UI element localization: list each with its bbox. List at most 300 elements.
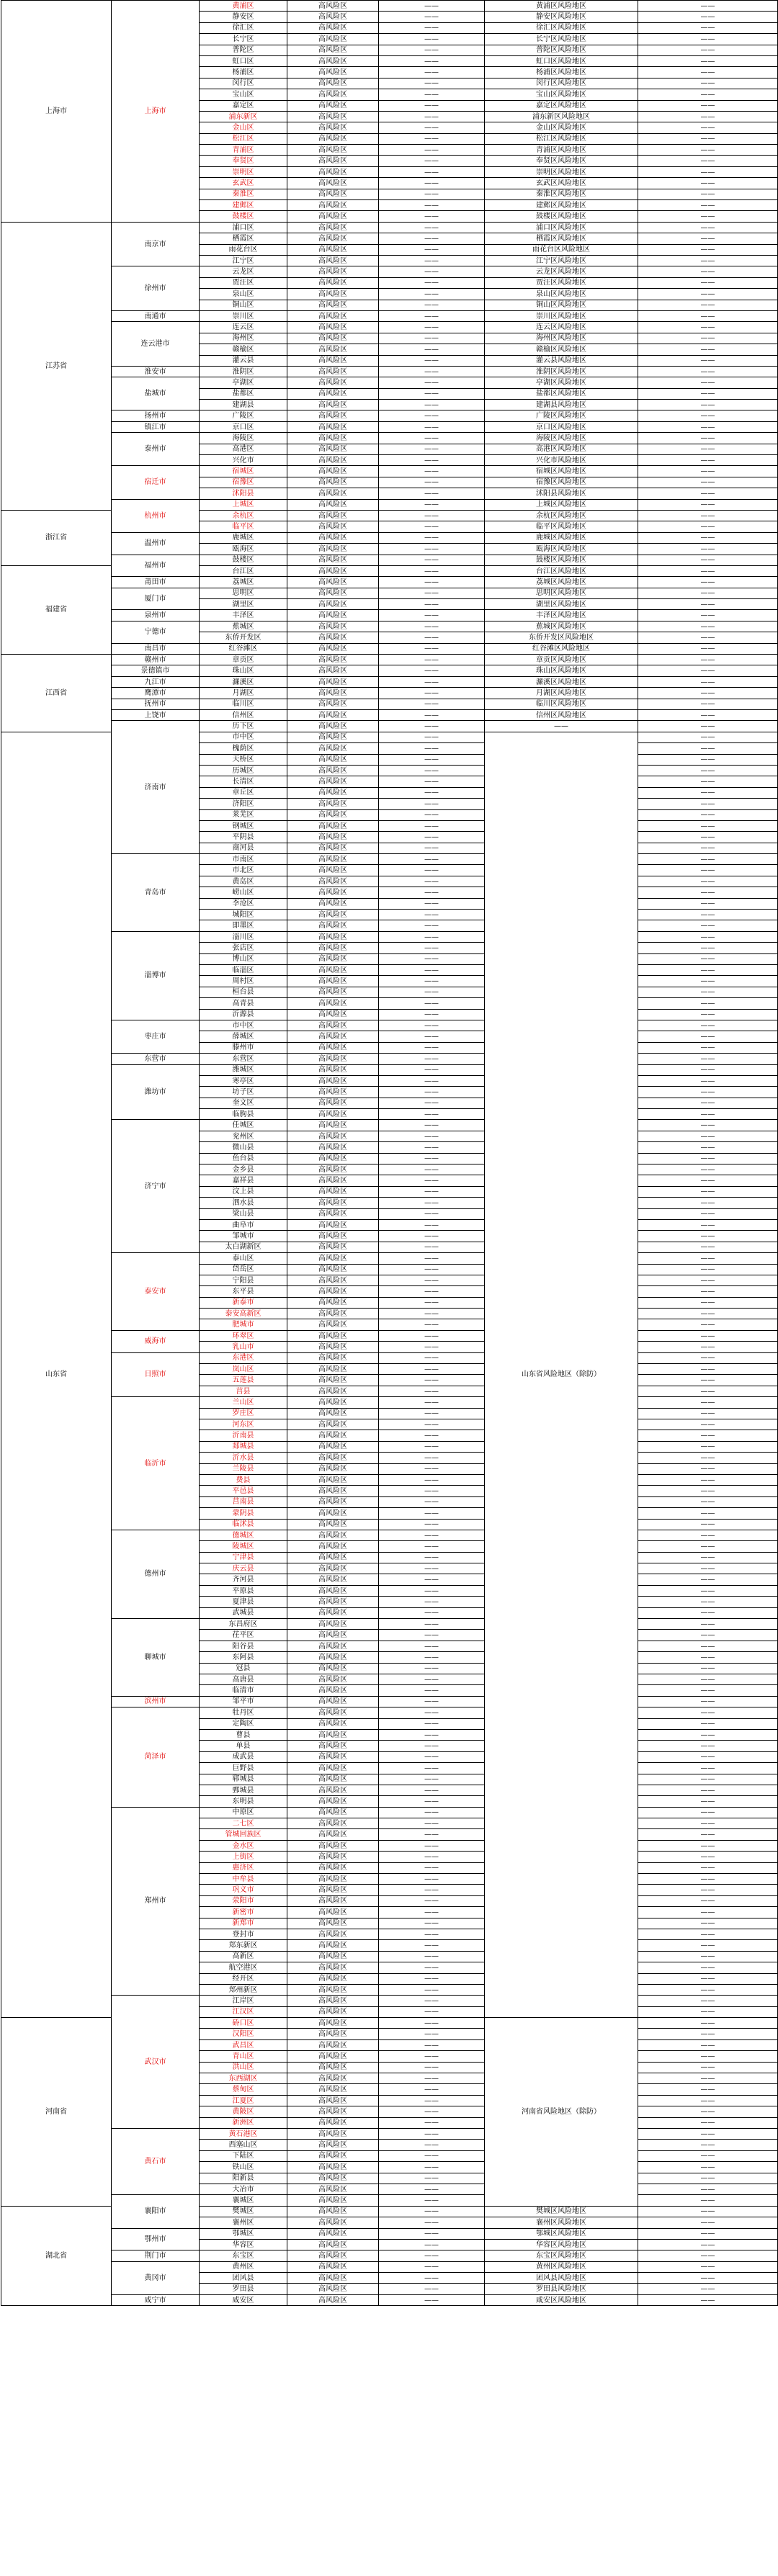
risk-level-cell: 高风险区 <box>287 166 379 177</box>
risk-area-cell: —— <box>638 366 778 377</box>
risk-area-cell: —— <box>638 1940 778 1951</box>
risk-area-cell: 海陵区风险地区 <box>485 433 638 444</box>
table-row <box>1 710 778 721</box>
risk-area-cell: —— <box>379 765 485 776</box>
district-cell: 鼓楼区 <box>200 555 287 565</box>
risk-level-cell: 高风险区 <box>287 2195 379 2206</box>
district-cell: 夏津县 <box>200 1597 287 1607</box>
district-cell: 高唐县 <box>200 1674 287 1684</box>
risk-level-cell: 高风险区 <box>287 1352 379 1363</box>
risk-area-cell: —— <box>379 621 485 632</box>
city-cell: 上饶市 <box>112 710 200 721</box>
risk-area-cell: —— <box>379 277 485 288</box>
risk-level-cell: 高风险区 <box>287 632 379 643</box>
risk-area-cell: —— <box>638 156 778 166</box>
risk-level-cell: 高风险区 <box>287 1441 379 1452</box>
risk-area-cell: —— <box>379 1075 485 1086</box>
risk-area-cell: 建邺区风险地区 <box>485 200 638 211</box>
risk-level-cell: 高风险区 <box>287 2250 379 2261</box>
risk-area-cell: —— <box>379 1973 485 1984</box>
district-cell: 荥阳市 <box>200 1895 287 1906</box>
city-cell: 武汉市 <box>112 1996 200 2129</box>
risk-area-cell: —— <box>379 699 485 709</box>
risk-level-cell: 高风险区 <box>287 133 379 144</box>
district-cell: 定陶区 <box>200 1718 287 1729</box>
risk-area-cell: 建湖县风险地区 <box>485 400 638 410</box>
risk-area-cell: 杨浦区风险地区 <box>485 67 638 78</box>
city-cell: 杭州市 <box>112 499 200 532</box>
risk-level-cell: 高风险区 <box>287 1796 379 1807</box>
risk-area-cell: —— <box>638 2129 778 2140</box>
district-cell: 寒亭区 <box>200 1075 287 1086</box>
risk-level-cell: 高风险区 <box>287 1674 379 1684</box>
risk-level-cell: 高风险区 <box>287 1198 379 1208</box>
risk-area-cell: —— <box>638 2039 778 2050</box>
risk-level-cell: 高风险区 <box>287 421 379 432</box>
risk-area-cell: 黄州区风险地区 <box>485 2261 638 2272</box>
risk-area-cell: —— <box>379 1508 485 1519</box>
risk-area-cell: —— <box>638 1674 778 1684</box>
district-cell: 淮阴区 <box>200 366 287 377</box>
city-cell: 济宁市 <box>112 1120 200 1253</box>
risk-area-cell: —— <box>379 1630 485 1641</box>
risk-area-cell: —— <box>379 1530 485 1540</box>
risk-level-cell: 高风险区 <box>287 732 379 742</box>
risk-area-cell: —— <box>638 1541 778 1552</box>
table-row <box>1 1530 778 1540</box>
district-cell: 莒县 <box>200 1386 287 1396</box>
risk-area-cell: —— <box>638 122 778 133</box>
table-row <box>1 1020 778 1031</box>
risk-area-cell: —— <box>379 1419 485 1430</box>
risk-area-cell: —— <box>379 22 485 33</box>
district-cell: 浦东新区 <box>200 111 287 122</box>
district-cell: 平原县 <box>200 1585 287 1596</box>
risk-area-cell: —— <box>638 1984 778 1995</box>
risk-area-cell: —— <box>638 421 778 432</box>
province-cell: 江苏省 <box>1 222 112 510</box>
district-cell: 高新区 <box>200 1951 287 1962</box>
district-cell: 东港区 <box>200 1352 287 1363</box>
risk-level-cell: 高风险区 <box>287 289 379 300</box>
province-risk-cell: 河南省风险地区（除防） <box>485 2018 638 2207</box>
risk-area-cell: —— <box>638 1253 778 1264</box>
risk-level-cell: 高风险区 <box>287 1951 379 1962</box>
risk-area-cell: —— <box>379 1496 485 1507</box>
risk-area-cell: —— <box>638 1807 778 1818</box>
risk-area-cell: —— <box>638 632 778 643</box>
risk-area-cell: —— <box>638 1818 778 1829</box>
district-cell: 武昌区 <box>200 2039 287 2050</box>
risk-area-cell: —— <box>379 1242 485 1252</box>
district-cell: 东营区 <box>200 1054 287 1064</box>
district-cell: 兖州区 <box>200 1131 287 1141</box>
risk-level-cell: 高风险区 <box>287 1319 379 1330</box>
risk-area-cell: —— <box>379 133 485 144</box>
risk-area-cell: —— <box>379 211 485 222</box>
risk-area-cell: —— <box>379 2284 485 2294</box>
risk-area-cell: —— <box>638 1885 778 1895</box>
district-cell: 上城区 <box>200 499 287 510</box>
risk-area-cell: —— <box>379 544 485 555</box>
district-cell: 曲阜市 <box>200 1219 287 1230</box>
risk-area-cell: —— <box>638 1597 778 1607</box>
district-cell: 湖里区 <box>200 599 287 610</box>
district-cell: 东昌府区 <box>200 1619 287 1630</box>
district-cell: 广陵区 <box>200 410 287 421</box>
risk-area-cell: —— <box>379 1840 485 1851</box>
district-cell: 东明县 <box>200 1796 287 1807</box>
city-cell: 威海市 <box>112 1330 200 1352</box>
risk-area-cell: —— <box>379 1996 485 2006</box>
risk-area-cell: 余杭区风险地区 <box>485 510 638 521</box>
risk-area-cell: 嘉定区风险地区 <box>485 100 638 111</box>
district-cell: 徐汇区 <box>200 22 287 33</box>
risk-area-cell: —— <box>638 565 778 576</box>
district-cell: 浦口区 <box>200 222 287 233</box>
district-cell: 任城区 <box>200 1120 287 1131</box>
risk-area-cell: —— <box>638 1309 778 1319</box>
district-cell: 月湖区 <box>200 688 287 699</box>
district-cell: 淄川区 <box>200 931 287 942</box>
risk-area-cell: —— <box>379 1198 485 1208</box>
risk-area-cell: —— <box>638 688 778 699</box>
risk-area-cell: —— <box>379 300 485 310</box>
risk-level-cell: 高风险区 <box>287 1541 379 1552</box>
district-cell: 市中区 <box>200 732 287 742</box>
district-cell: 杨浦区 <box>200 67 287 78</box>
risk-level-cell: 高风险区 <box>287 145 379 156</box>
risk-area-cell: —— <box>379 1763 485 1774</box>
district-cell: 河东区 <box>200 1419 287 1430</box>
risk-area-cell: —— <box>379 776 485 787</box>
risk-area-cell: —— <box>379 1641 485 1651</box>
risk-area-cell: —— <box>638 1585 778 1596</box>
risk-area-cell: 东侨开发区风险地区 <box>485 632 638 643</box>
risk-area-cell: —— <box>379 1064 485 1075</box>
risk-level-cell: 高风险区 <box>287 1962 379 1973</box>
risk-level-cell: 高风险区 <box>287 1929 379 1939</box>
district-cell: 蒙阴县 <box>200 1508 287 1519</box>
risk-area-cell: —— <box>379 1597 485 1607</box>
risk-area-cell: —— <box>379 2228 485 2239</box>
risk-area-cell: —— <box>638 621 778 632</box>
district-cell: 新洲区 <box>200 2117 287 2128</box>
risk-area-cell: —— <box>379 588 485 598</box>
risk-level-cell: 高风险区 <box>287 1 379 12</box>
risk-area-cell: —— <box>638 1441 778 1452</box>
risk-area-cell: —— <box>638 300 778 310</box>
district-cell: 华容区 <box>200 2239 287 2250</box>
risk-area-cell: —— <box>638 665 778 676</box>
risk-area-cell: —— <box>638 1109 778 1120</box>
risk-area-cell: —— <box>379 1796 485 1807</box>
district-cell: 铜山区 <box>200 300 287 310</box>
risk-level-cell: 高风险区 <box>287 610 379 621</box>
risk-level-cell: 高风险区 <box>287 1087 379 1098</box>
city-cell: 景德镇市 <box>112 665 200 676</box>
district-cell: 济阳区 <box>200 799 287 809</box>
district-cell: 郓城县 <box>200 1774 287 1785</box>
risk-area-cell: —— <box>379 2029 485 2039</box>
risk-area-cell: —— <box>638 1951 778 1962</box>
district-cell: 泗水县 <box>200 1198 287 1208</box>
district-cell: 闵行区 <box>200 78 287 89</box>
risk-area-cell: —— <box>638 2140 778 2150</box>
district-cell: 洪山区 <box>200 2062 287 2073</box>
risk-level-cell: 高风险区 <box>287 433 379 444</box>
risk-level-cell: 高风险区 <box>287 444 379 454</box>
city-cell: 淮安市 <box>112 366 200 377</box>
risk-area-cell: —— <box>638 699 778 709</box>
risk-area-cell: —— <box>638 1375 778 1386</box>
risk-area-cell: —— <box>638 610 778 621</box>
district-cell: 罗庄区 <box>200 1408 287 1419</box>
district-cell: 新密市 <box>200 1907 287 1918</box>
province-cell: 江西省 <box>1 655 112 732</box>
risk-area-cell: —— <box>379 1874 485 1885</box>
district-cell: 宿豫区 <box>200 477 287 488</box>
risk-area-cell: —— <box>379 2062 485 2073</box>
district-cell: 沂南县 <box>200 1430 287 1441</box>
city-cell: 德州市 <box>112 1530 200 1618</box>
district-cell: 曹县 <box>200 1729 287 1740</box>
risk-level-cell: 高风险区 <box>287 2162 379 2173</box>
district-cell: 濂溪区 <box>200 676 287 687</box>
risk-area-cell: —— <box>638 410 778 421</box>
district-cell: 奎文区 <box>200 1098 287 1108</box>
risk-area-cell: —— <box>638 1364 778 1375</box>
risk-area-cell: 崇明区风险地区 <box>485 166 638 177</box>
risk-area-cell: —— <box>638 1519 778 1530</box>
province-cell: 浙江省 <box>1 510 112 565</box>
risk-area-cell: 灌云县风险地区 <box>485 355 638 366</box>
city-cell: 黄冈市 <box>112 2261 200 2294</box>
city-cell: 宁德市 <box>112 621 200 643</box>
risk-area-cell: —— <box>638 1763 778 1774</box>
risk-area-cell: —— <box>379 1807 485 1818</box>
risk-level-cell: 高风险区 <box>287 2006 379 2017</box>
table-row <box>1 1054 778 1064</box>
risk-area-cell: —— <box>379 1364 485 1375</box>
table-row <box>1 699 778 709</box>
risk-area-cell: —— <box>379 1862 485 1873</box>
city-cell: 滨州市 <box>112 1696 200 1707</box>
risk-area-cell: 泉山区风险地区 <box>485 289 638 300</box>
district-cell: 莒南县 <box>200 1496 287 1507</box>
risk-area-cell: —— <box>638 1508 778 1519</box>
district-cell: 连云区 <box>200 322 287 333</box>
district-cell: 泰山区 <box>200 1253 287 1264</box>
risk-level-cell: 高风险区 <box>287 1663 379 1674</box>
risk-level-cell: 高风险区 <box>287 67 379 78</box>
risk-area-cell: —— <box>638 1574 778 1585</box>
risk-level-cell: 高风险区 <box>287 1707 379 1718</box>
risk-area-cell: 栖霞区风险地区 <box>485 233 638 244</box>
risk-area-cell: —— <box>379 1519 485 1530</box>
risk-area-cell: —— <box>638 1075 778 1086</box>
district-cell: 虹口区 <box>200 55 287 66</box>
district-cell: 余杭区 <box>200 510 287 521</box>
risk-area-cell: —— <box>638 1319 778 1330</box>
district-cell: 长宁区 <box>200 34 287 45</box>
district-cell: 槐荫区 <box>200 743 287 754</box>
risk-area-cell: —— <box>638 1264 778 1275</box>
risk-area-cell: —— <box>379 1552 485 1563</box>
risk-area-cell: —— <box>638 743 778 754</box>
district-cell: 鼓楼区 <box>200 211 287 222</box>
risk-area-cell: 长宁区风险地区 <box>485 34 638 45</box>
risk-area-cell: 思明区风险地区 <box>485 588 638 598</box>
risk-level-cell: 高风险区 <box>287 1330 379 1341</box>
risk-area-cell: —— <box>379 964 485 975</box>
risk-level-cell: 高风险区 <box>287 1009 379 1020</box>
risk-level-cell: 高风险区 <box>287 22 379 33</box>
district-cell: 中牟县 <box>200 1874 287 1885</box>
risk-level-cell: 高风险区 <box>287 499 379 510</box>
risk-level-cell: 高风险区 <box>287 754 379 765</box>
risk-area-cell: —— <box>379 1474 485 1485</box>
district-cell: 天桥区 <box>200 754 287 765</box>
risk-area-cell: —— <box>379 1297 485 1308</box>
risk-area-cell: —— <box>638 344 778 355</box>
district-cell: 二七区 <box>200 1818 287 1829</box>
district-cell: 薛城区 <box>200 1031 287 1042</box>
district-cell: 经开区 <box>200 1973 287 1984</box>
risk-area-cell: —— <box>379 1585 485 1596</box>
risk-level-cell: 高风险区 <box>287 1419 379 1430</box>
risk-level-cell: 高风险区 <box>287 1984 379 1995</box>
district-cell: 周村区 <box>200 976 287 987</box>
risk-area-cell: —— <box>638 400 778 410</box>
risk-level-cell: 高风险区 <box>287 1020 379 1031</box>
risk-area-cell: —— <box>379 1153 485 1164</box>
risk-area-cell: —— <box>379 2273 485 2284</box>
risk-area-cell: 鼓楼区风险地区 <box>485 555 638 565</box>
risk-area-cell: —— <box>638 898 778 909</box>
district-cell: 长清区 <box>200 776 287 787</box>
district-cell: 庆云县 <box>200 1563 287 1574</box>
risk-area-cell: —— <box>379 444 485 454</box>
risk-level-cell: 高风险区 <box>287 1763 379 1774</box>
risk-area-cell: —— <box>379 1907 485 1918</box>
risk-level-cell: 高风险区 <box>287 366 379 377</box>
risk-level-cell: 高风险区 <box>287 1386 379 1396</box>
city-cell: 济南市 <box>112 721 200 854</box>
risk-area-cell: —— <box>638 233 778 244</box>
risk-level-cell: 高风险区 <box>287 2039 379 2050</box>
risk-area-cell: —— <box>638 78 778 89</box>
table-row <box>1 1397 778 1408</box>
risk-area-cell: —— <box>638 22 778 33</box>
district-cell: 建邺区 <box>200 200 287 211</box>
risk-area-cell: —— <box>638 89 778 100</box>
province-cell: 湖北省 <box>1 2206 112 2306</box>
district-cell: 襄城区 <box>200 2195 287 2206</box>
risk-area-cell: —— <box>638 1718 778 1729</box>
risk-level-cell: 高风险区 <box>287 976 379 987</box>
risk-area-cell: —— <box>379 1929 485 1939</box>
risk-area-cell: 铜山区风险地区 <box>485 300 638 310</box>
district-cell: 单县 <box>200 1741 287 1751</box>
risk-level-cell: 高风险区 <box>287 2173 379 2184</box>
risk-area-cell: —— <box>638 1751 778 1762</box>
risk-area-cell: —— <box>379 754 485 765</box>
district-cell: 东平县 <box>200 1286 287 1297</box>
risk-level-cell: 高风险区 <box>287 1309 379 1319</box>
table-row <box>1 688 778 699</box>
table-row <box>1 1619 778 1630</box>
risk-level-cell: 高风险区 <box>287 854 379 865</box>
risk-area-cell: —— <box>638 2006 778 2017</box>
district-cell: 登封市 <box>200 1929 287 1939</box>
risk-level-cell: 高风险区 <box>287 588 379 598</box>
risk-area-cell: —— <box>638 1408 778 1419</box>
risk-area-cell: —— <box>379 843 485 853</box>
table-row <box>1 610 778 621</box>
risk-level-cell: 高风险区 <box>287 2140 379 2150</box>
risk-area-cell: —— <box>379 521 485 532</box>
risk-area-cell: —— <box>379 532 485 543</box>
province-cell: 福建省 <box>1 565 112 654</box>
table-row <box>1 1996 778 2006</box>
city-cell: 东营市 <box>112 1054 200 1064</box>
risk-area-cell: 荔城区风险地区 <box>485 577 638 588</box>
risk-level-cell: 高风险区 <box>287 1552 379 1563</box>
risk-area-cell: —— <box>379 400 485 410</box>
risk-level-cell: 高风险区 <box>287 388 379 399</box>
table-row <box>1 1807 778 1818</box>
risk-area-cell: —— <box>638 1219 778 1230</box>
risk-level-cell: 高风险区 <box>287 1597 379 1607</box>
district-cell: 巩义市 <box>200 1885 287 1895</box>
risk-area-cell: —— <box>379 820 485 831</box>
district-cell: 即墨区 <box>200 920 287 931</box>
risk-area-cell: 临川区风险地区 <box>485 699 638 709</box>
city-cell: 青岛市 <box>112 854 200 932</box>
risk-area-cell: —— <box>379 145 485 156</box>
table-row <box>1 1352 778 1363</box>
risk-area-cell: —— <box>638 1486 778 1496</box>
risk-level-cell: 高风险区 <box>287 643 379 654</box>
risk-level-cell: 高风险区 <box>287 300 379 310</box>
risk-area-cell: —— <box>379 2173 485 2184</box>
risk-area-cell: —— <box>485 721 638 732</box>
risk-area-cell: —— <box>638 455 778 466</box>
risk-area-cell: —— <box>379 721 485 732</box>
risk-area-cell: —— <box>638 1874 778 1885</box>
risk-area-cell: —— <box>379 1342 485 1352</box>
risk-area-cell: —— <box>638 488 778 499</box>
risk-area-cell: —— <box>638 910 778 920</box>
risk-area-cell: —— <box>638 166 778 177</box>
city-cell: 南昌市 <box>112 643 200 654</box>
risk-level-cell: 高风险区 <box>287 266 379 277</box>
district-cell: 荔城区 <box>200 577 287 588</box>
district-cell: 汉阳区 <box>200 2029 287 2039</box>
risk-area-cell: —— <box>379 2150 485 2161</box>
district-cell: 临沭县 <box>200 1519 287 1530</box>
table-row <box>1 721 778 732</box>
risk-area-cell: —— <box>638 1774 778 1785</box>
risk-area-cell: —— <box>379 2294 485 2305</box>
risk-area-cell: —— <box>638 1087 778 1098</box>
district-cell: 铁山区 <box>200 2162 287 2173</box>
risk-area-cell: 月湖区风险地区 <box>485 688 638 699</box>
risk-area-cell: —— <box>638 1208 778 1219</box>
risk-area-cell: —— <box>379 310 485 321</box>
risk-level-cell: 高风险区 <box>287 1840 379 1851</box>
